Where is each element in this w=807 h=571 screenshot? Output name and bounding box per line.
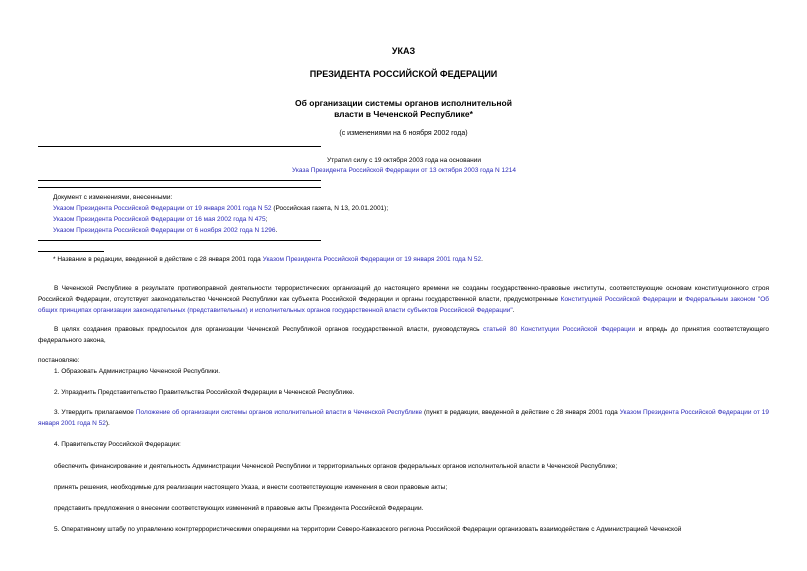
footnote xyxy=(53,254,483,265)
federal-law-link[interactable]: Федеральным законом "Об общих принципах организации законодательных (представительных) и исполнительных органов государственной власти субъектов Российской Федерации" xyxy=(38,296,769,314)
decree-heading: УКАЗ xyxy=(391,46,416,56)
footnote-link[interactable]: Указом Президента Российской Федерации от 19 января 2001 года N 52 xyxy=(262,256,482,263)
item-3-mid: (пункт в редакции, введенной в действие с 28 января 2001 года xyxy=(422,409,620,416)
divider xyxy=(38,180,321,181)
change-item xyxy=(53,214,267,225)
preamble-end: . xyxy=(512,307,515,314)
divider xyxy=(38,187,321,188)
change-suffix-2: ; xyxy=(265,216,268,223)
item-3 xyxy=(38,407,769,429)
footnote-end: . xyxy=(481,256,483,263)
item-4-a: обеспечить финансирование и деятельность Администрации Чеченской Республики и территориальных органов федеральных органов исполнительной власти в Чеченской Республике; xyxy=(54,463,618,470)
purpose-text: В целях создания правовых предпосылок для организации Чеченской Республикой органов государственной власти, руководствуясь xyxy=(54,326,484,333)
item-4-c: представить предложения о внесении соответствующих изменений в правовые акты Президента Российской Федерации. xyxy=(54,505,424,512)
issuer-heading: ПРЕЗИДЕНТА РОССИЙСКОЙ ФЕДЕРАЦИИ xyxy=(309,69,498,79)
item-3-text: 3. Утвердить прилагаемое xyxy=(54,409,136,416)
change-link-1[interactable]: Указом Президента Российской Федерации от 19 января 2001 года N 52 xyxy=(53,205,272,212)
preamble-and: и xyxy=(676,296,686,303)
divider xyxy=(38,146,321,147)
article-80-link[interactable]: статьей 80 Конституции Российской Федерации xyxy=(483,326,636,333)
item-1: 1. Образовать Администрацию Чеченской Республики. xyxy=(54,368,221,375)
change-suffix-3: . xyxy=(275,227,278,234)
change-suffix-1: (Российская газета, N 13, 20.01.2001); xyxy=(271,205,389,212)
repeal-text: Утратил силу с 19 октября 2003 года на основании xyxy=(327,157,481,164)
purpose-end: и впредь до принятия соответствующего федерального закона, xyxy=(38,326,770,344)
constitution-link[interactable]: Конституцией Российской Федерации xyxy=(560,296,677,303)
preamble-text: В Чеченской Республике в результате противоправной деятельности террористических организаций до настоящего времени не созданы государственно-правовые институты, соответствующие основам конституционного строя Российской Федерации, отсутствует законодательство Чеченской Республики как субъекта Российской Федерации и органы государственной власти, предусмотренные xyxy=(38,285,769,303)
item-3-end: ). xyxy=(105,420,110,427)
resolve-text: постановляю: xyxy=(38,357,80,364)
footnote-divider xyxy=(38,251,104,252)
divider xyxy=(38,240,321,241)
regulation-link[interactable]: Положение об организации системы органов исполнительной власти в Чеченской Республике xyxy=(135,409,423,416)
item-5: 5. Оперативному штабу по управлению контртеррористическими операциями на территории Северо-Кавказского региона Российской Федерации организовать взаимодействие с Администрацией Чеченской xyxy=(54,526,682,533)
item-4: 4. Правительству Российской Федерации: xyxy=(54,441,181,448)
repeal-status xyxy=(227,156,581,176)
item-3-decree-link[interactable]: Указом Президента Российской Федерации от 19 января 2001 года N 52 xyxy=(38,409,769,427)
repeal-decree-link[interactable]: Указа Президента Российской Федерации от 13 октября 2003 года N 1214 xyxy=(292,167,516,174)
title-line-2: власти в Чеченской Республике* xyxy=(334,109,473,119)
change-item xyxy=(53,203,388,214)
change-link-3[interactable]: Указом Президента Российской Федерации от 6 ноября 2002 года N 1296 xyxy=(53,227,276,234)
changes-intro: Документ с изменениями, внесенными: xyxy=(53,194,173,201)
title-line-1: Об организации системы органов исполнительной xyxy=(295,98,512,108)
change-item xyxy=(53,225,277,236)
change-link-2[interactable]: Указом Президента Российской Федерации от 16 мая 2002 года N 475 xyxy=(53,216,266,223)
footnote-text: * Название в редакции, введенной в действие с 28 января 2001 года xyxy=(53,256,263,263)
amendment-note: (с изменениями на 6 ноября 2002 года) xyxy=(339,130,468,137)
item-4-b: принять решения, необходимые для реализации настоящего Указа, и внести соответствующие изменения в свои правовые акты; xyxy=(54,484,448,491)
document-title xyxy=(0,98,807,120)
paragraph-preamble xyxy=(38,283,769,316)
paragraph-purpose xyxy=(38,324,769,346)
item-2: 2. Упразднить Представительство Правительства Российской Федерации в Чеченской Республике. xyxy=(54,389,355,396)
